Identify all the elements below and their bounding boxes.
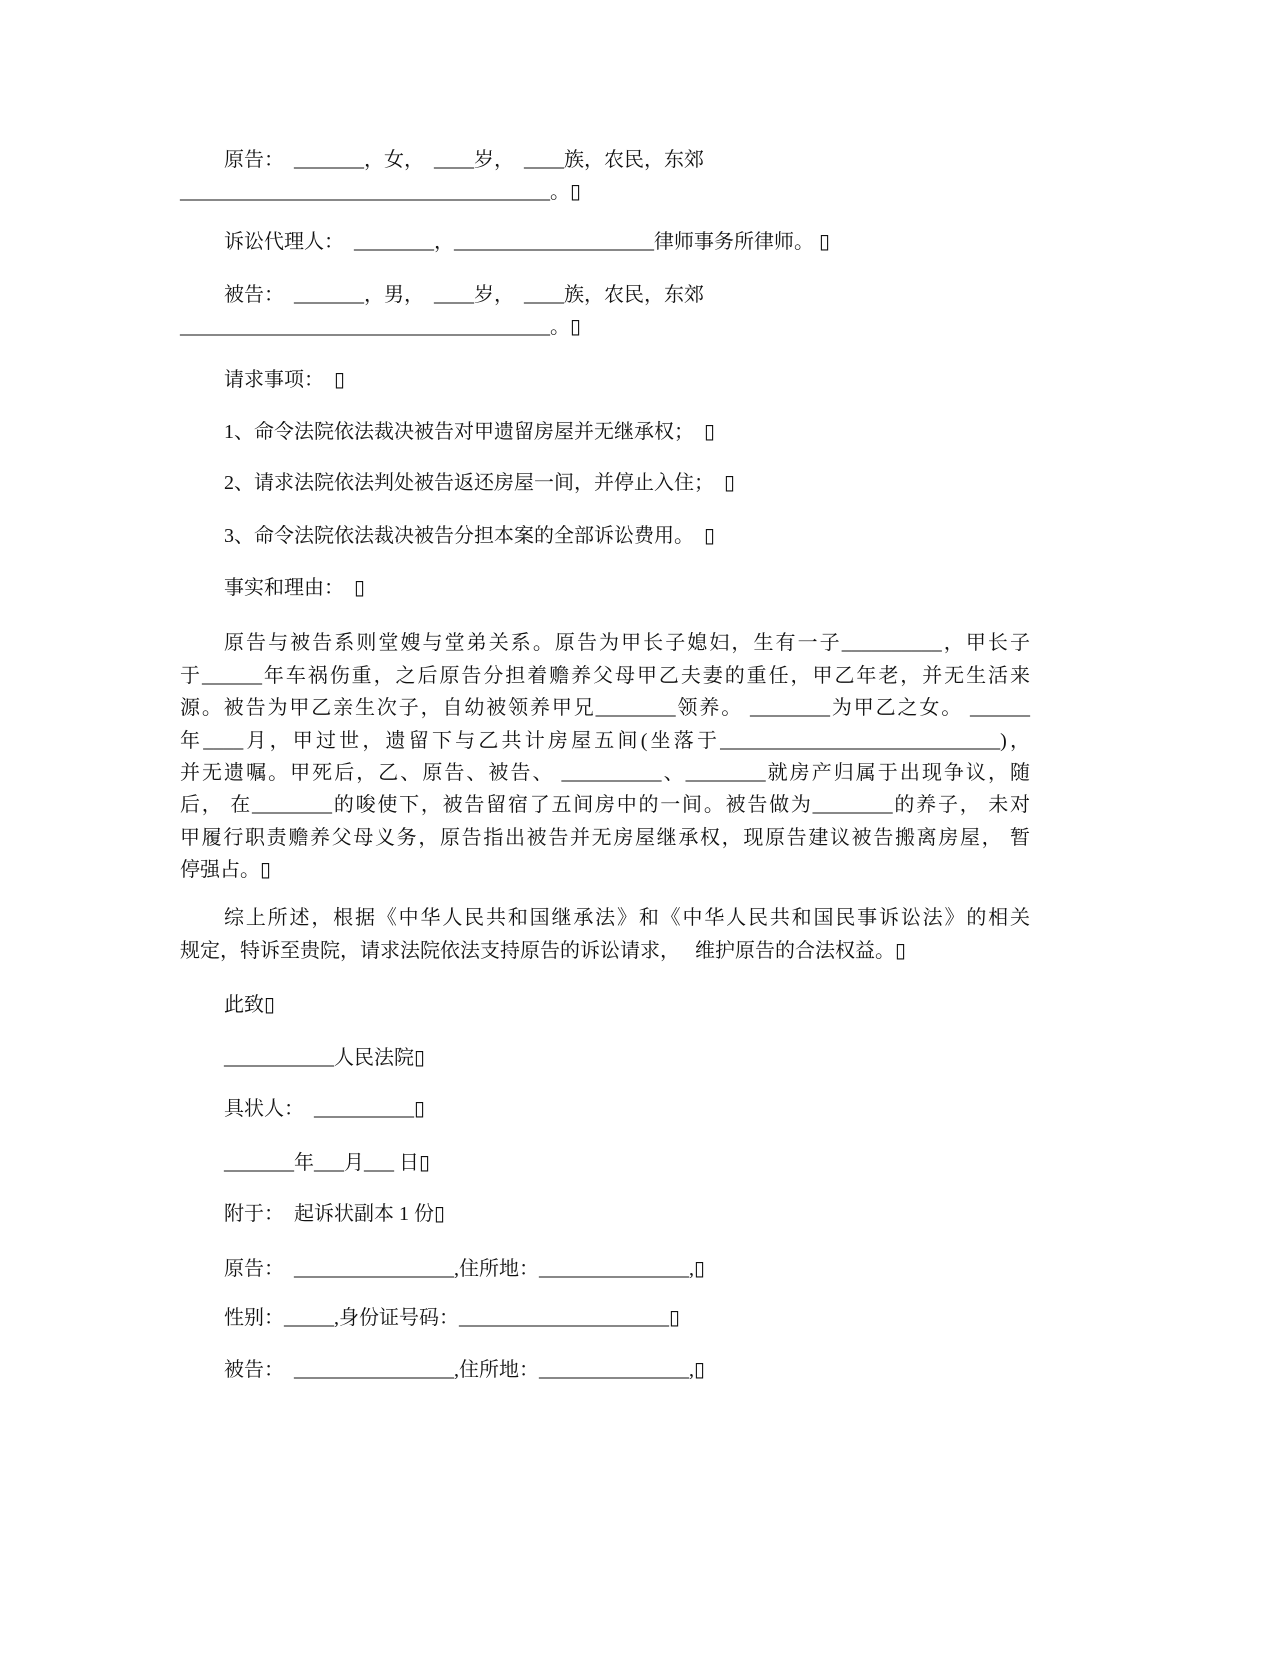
document-line: 于______年车祸伤重，之后原告分担着赡养父母甲乙夫妻的重任，甲乙年老，并无生活来 [180,665,1030,687]
document-line: 甲履行职责赡养父母义务，原告指出被告并无房屋继承权，现原告建议被告搬离房屋， 暂 [180,827,1030,849]
document-line: 此致▯ [224,994,276,1016]
document-line: 1、命令法院依法裁决被告对甲遗留房屋并无继承权； ▯ [224,421,716,443]
document-line: 事实和理由： ▯ [224,577,366,599]
document-line: 3、命令法院依法裁决被告分担本案的全部诉讼费用。 ▯ [224,525,716,547]
document-line: _____________________________________。▯ [180,181,582,203]
document-line: 停强占。▯ [180,859,272,881]
document-line: 源。被告为甲乙亲生次子，自幼被领养甲兄________领养。 ________为甲乙之女。 ______ [180,697,1030,719]
document-line: ___________人民法院▯ [224,1047,426,1069]
document-line: 后， 在________的唆使下，被告留宿了五间房中的一间。被告做为________的养子， 未对 [180,794,1030,816]
document-line: 年____月，甲过世，遗留下与乙共计房屋五间(坐落于____________________________)， [180,730,1030,752]
document-line: 原告： _______，女， ____岁， ____族，农民，东郊 [224,149,704,171]
document-line: _____________________________________。▯ [180,316,582,338]
document-line: 具状人： __________▯ [224,1098,426,1120]
document-line: 原告与被告系则堂嫂与堂弟关系。原告为甲长子媳妇，生有一子__________，甲长子 [224,632,1030,654]
document-line: 综上所述，根据《中华人民共和国继承法》和《中华人民共和国民事诉讼法》的相关 [224,907,1030,929]
document-line: 原告： ________________,住所地：_______________,▯ [224,1258,706,1280]
document-line: _______年___月___ 日▯ [224,1152,431,1174]
document-line: 2、请求法院依法判处被告返还房屋一间，并停止入住； ▯ [224,472,736,494]
document-line: 性别：_____,身份证号码：_____________________▯ [224,1307,681,1329]
document-line: 规定，特诉至贵院，请求法院依法支持原告的诉讼请求， 维护原告的合法权益。▯ [180,940,907,962]
document-line: 诉讼代理人： ________，____________________律师事务所律师。 ▯ [224,231,831,253]
document-line: 被告： ________________,住所地：_______________,▯ [224,1359,706,1381]
document-line: 被告： _______，男， ____岁， ____族，农民，东郊 [224,284,704,306]
document-line: 并无遗嘱。甲死后，乙、原告、被告、 __________、________就房产归属于出现争议，随 [180,762,1030,784]
document-line: 附于： 起诉状副本 1 份▯ [224,1203,446,1225]
document-line: 请求事项： ▯ [224,369,346,391]
